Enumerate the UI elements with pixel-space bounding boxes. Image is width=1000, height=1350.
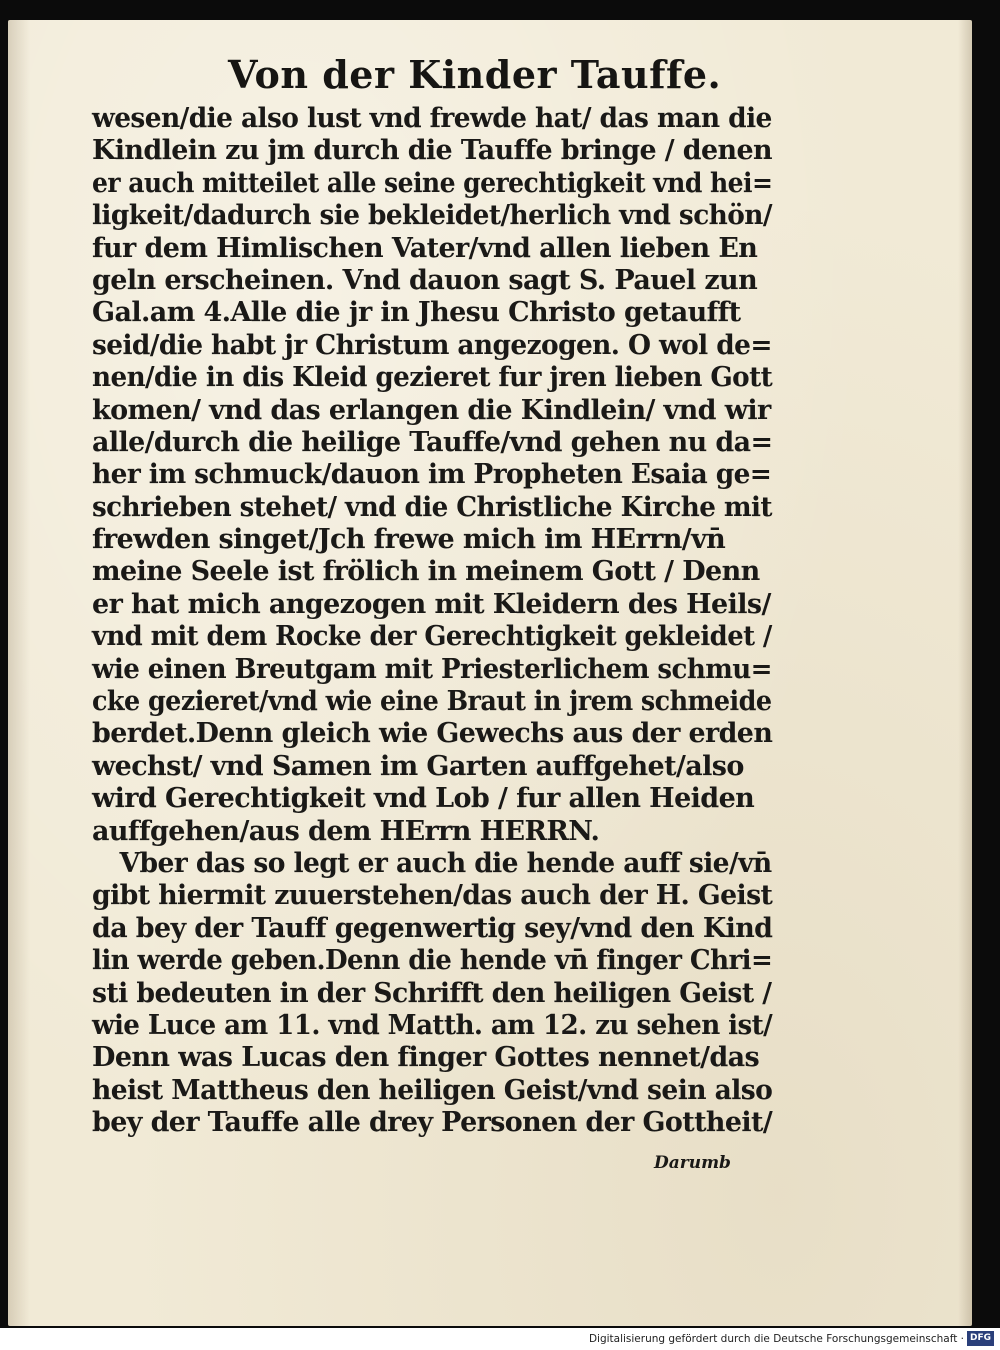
- spine-shadow: [8, 20, 30, 1326]
- text-line: wechst/ vnd Samen im Garten auffgehet/also: [92, 750, 744, 782]
- text-line: wesen/die also lust vnd frewde hat/ das man die: [92, 103, 772, 134]
- text-line: bey der Tauffe alle drey Personen der Gottheit/: [92, 1107, 773, 1139]
- text-line: wird Gerechtigkeit vnd Lob / fur allen Heiden: [92, 783, 755, 815]
- paragraph-start-line: Vber das so legt er auch die hende auff sie/vn̄: [119, 847, 772, 879]
- text-line: er hat mich angezogen mit Kleidern des Heils/: [92, 588, 771, 620]
- dfg-logo: DFG: [967, 1331, 994, 1346]
- text-line: fur dem Himlischen Vater/vnd allen lieben En: [92, 232, 758, 264]
- text-line: cke gezieret/vnd wie eine Braut in jrem schmeide: [92, 686, 772, 718]
- text-line: frewden singet/Jch frewe mich im HErrn/vn̄: [92, 524, 726, 556]
- text-line: lin werde geben.Denn die hende vn̄ finger Chri=: [92, 945, 773, 977]
- text-line: er auch mitteilet alle seine gerechtigkeit vnd hei=: [92, 167, 773, 199]
- text-line: her im schmuck/dauon im Propheten Esaia ge=: [92, 459, 772, 491]
- catchword: Darumb: [654, 1153, 731, 1173]
- text-line: Kindlein zu jm durch die Tauffe bringe / denen: [92, 135, 772, 167]
- text-line: schrieben stehet/ vnd die Christliche Kirche mit: [92, 491, 772, 523]
- text-line: gibt hiermit zuuerstehen/das auch der H. Geist: [92, 880, 773, 912]
- text-line: Gal.am 4.Alle die jr in Jhesu Christo getaufft: [92, 297, 741, 329]
- text-line: da bey der Tauff gegenwertig sey/vnd den Kind: [92, 912, 773, 944]
- text-line: meine Seele ist frölich in meinem Gott / Denn: [92, 556, 760, 588]
- text-line: auffgehen/aus dem HErrn HERRN.: [92, 815, 600, 847]
- text-line: geln erscheinen. Vnd dauon sagt S. Pauel zun: [92, 264, 758, 296]
- text-line: nen/die in dis Kleid gezieret fur jren lieben Gott: [92, 362, 773, 394]
- text-line: heist Mattheus den heiligen Geist/vnd sein also: [92, 1074, 773, 1106]
- text-line: komen/ vnd das erlangen die Kindlein/ vnd wir: [92, 394, 771, 426]
- body-text: [92, 103, 772, 1140]
- text-line: wie einen Breutgam mit Priesterlichem schmu=: [92, 653, 772, 685]
- text-line: vnd mit dem Rocke der Gerechtigkeit gekleidet /: [92, 621, 772, 653]
- text-line: seid/die habt jr Christum angezogen. O wol de=: [92, 329, 772, 361]
- text-line: sti bedeuten in der Schrifft den heiligen Geist /: [92, 977, 772, 1009]
- text-line: alle/durch die heilige Tauffe/vnd gehen nu da=: [92, 426, 773, 458]
- text-line: berdet.Denn gleich wie Gewechs aus der erden: [92, 718, 773, 750]
- funding-credit: Digitalisierung gefördert durch die Deutsche Forschungsgemeinschaft ·: [588, 1333, 964, 1345]
- text-line: wie Luce am 11. vnd Matth. am 12. zu sehen ist/: [92, 1009, 773, 1041]
- text-line: Denn was Lucas den finger Gottes nennet/das: [92, 1042, 760, 1074]
- text-line: ligkeit/dadurch sie bekleidet/herlich vnd schön/: [92, 200, 772, 232]
- running-head: Von der Kinder Tauffe.: [228, 52, 722, 97]
- page-edge-shadow: [958, 20, 972, 1326]
